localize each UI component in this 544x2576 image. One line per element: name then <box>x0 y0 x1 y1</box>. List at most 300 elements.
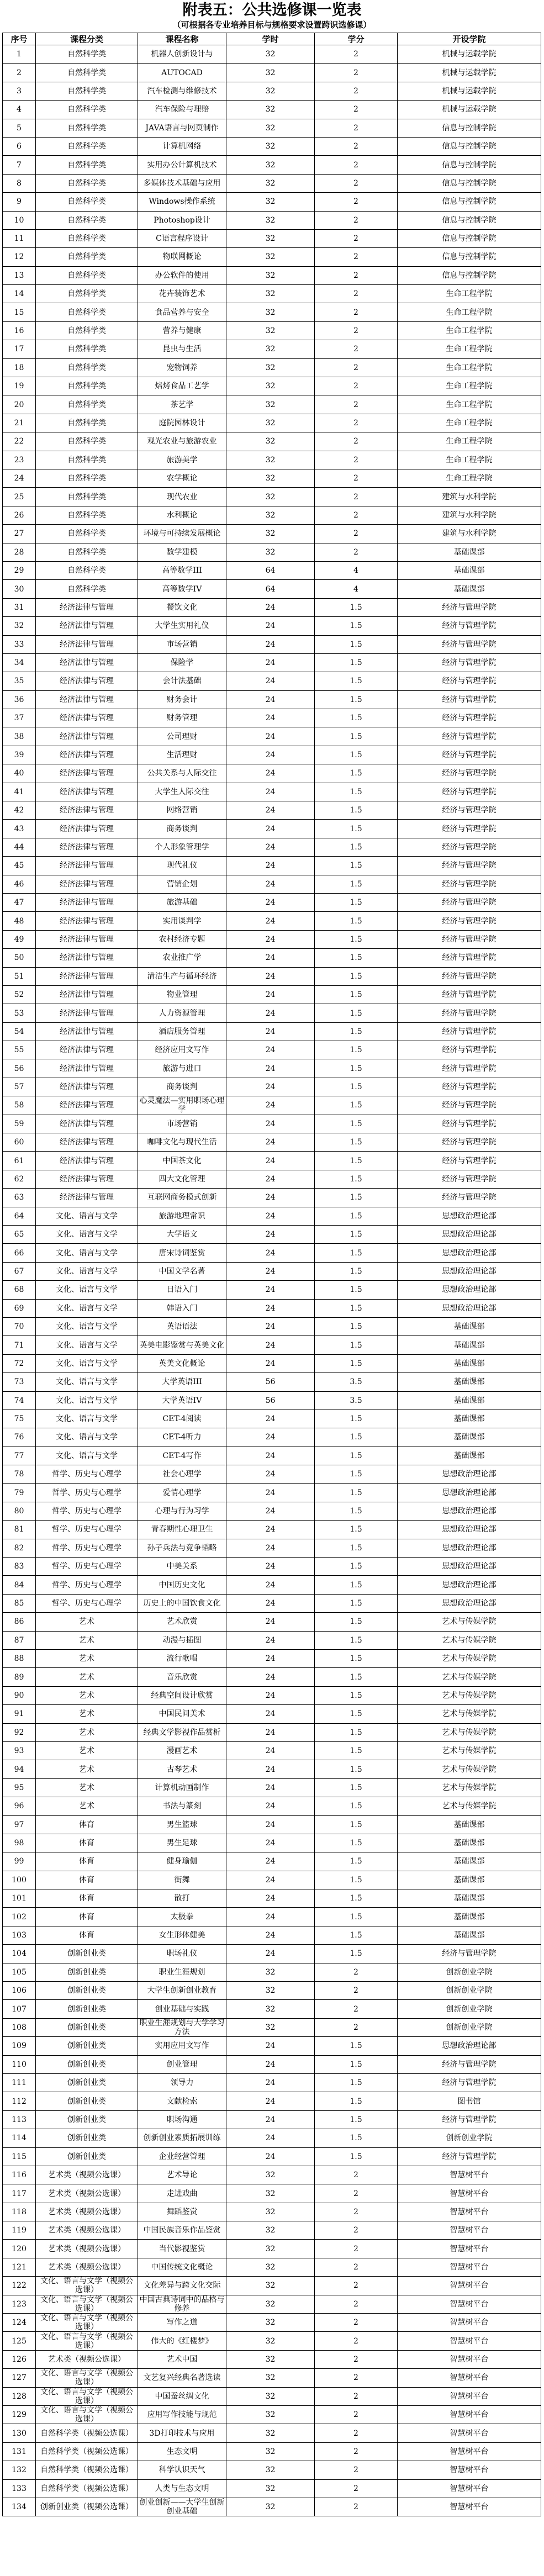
cell-category: 文化、语言与文学 <box>36 1226 138 1244</box>
cell-hours: 24 <box>226 1521 315 1539</box>
cell-index: 116 <box>3 2166 36 2184</box>
table-row <box>3 561 541 579</box>
table-row <box>3 543 541 561</box>
cell-category: 自然科学类 <box>36 321 138 340</box>
cell-index: 65 <box>3 1226 36 1244</box>
table-row <box>3 764 541 783</box>
cell-credits: 1.5 <box>315 1686 398 1704</box>
cell-credits: 2 <box>315 156 398 174</box>
table-row <box>3 1447 541 1465</box>
cell-index: 55 <box>3 1041 36 1059</box>
cell-category: 自然科学类 <box>36 488 138 506</box>
table-row <box>3 82 541 100</box>
cell-category: 自然科学类（视频公选课） <box>36 2424 138 2442</box>
cell-category: 文化、语言与文学（视频公选课） <box>36 2406 138 2424</box>
cell-category: 经济法律与管理 <box>36 967 138 985</box>
cell-credits: 2 <box>315 2166 398 2184</box>
cell-category: 创新创业类 <box>36 2092 138 2110</box>
cell-hours: 24 <box>226 1281 315 1299</box>
cell-college: 基础课部 <box>398 1354 541 1373</box>
cell-index: 73 <box>3 1373 36 1391</box>
cell-category: 文化、语言与文学 <box>36 1373 138 1391</box>
cell-credits: 1.5 <box>315 1281 398 1299</box>
cell-credits: 1.5 <box>315 985 398 1004</box>
cell-college: 经济与管理学院 <box>398 949 541 967</box>
cell-index: 4 <box>3 101 36 119</box>
cell-college: 机械与运载学院 <box>398 64 541 82</box>
cell-index: 32 <box>3 617 36 635</box>
cell-index: 125 <box>3 2332 36 2350</box>
cell-credits: 2 <box>315 229 398 247</box>
cell-college: 生命工程学院 <box>398 358 541 377</box>
cell-index: 34 <box>3 653 36 672</box>
cell-college: 建筑与水利学院 <box>398 488 541 506</box>
cell-course-name: 职业生涯规划 <box>138 1963 226 1981</box>
table-row <box>3 1262 541 1280</box>
cell-category: 艺术 <box>36 1778 138 1797</box>
cell-credits: 1.5 <box>315 1594 398 1612</box>
cell-index: 110 <box>3 2055 36 2073</box>
cell-category: 文化、语言与文学（视频公选课） <box>36 2314 138 2332</box>
cell-category: 艺术 <box>36 1668 138 1686</box>
cell-hours: 32 <box>226 2203 315 2221</box>
cell-index: 10 <box>3 211 36 229</box>
table-row <box>3 119 541 137</box>
cell-college: 基础课部 <box>398 1317 541 1335</box>
cell-credits: 1.5 <box>315 1336 398 1354</box>
cell-college: 创新创业学院 <box>398 1982 541 2000</box>
cell-course-name: 女生形体健美 <box>138 1926 226 1944</box>
cell-course-name: 大学语文 <box>138 1226 226 1244</box>
cell-college: 智慧树平台 <box>398 2203 541 2221</box>
cell-category: 文化、语言与文学（视频公选课） <box>36 2277 138 2295</box>
cell-index: 63 <box>3 1189 36 1207</box>
cell-index: 35 <box>3 672 36 690</box>
cell-hours: 32 <box>226 414 315 432</box>
cell-index: 104 <box>3 1945 36 1963</box>
cell-credits: 2 <box>315 2221 398 2240</box>
table-row <box>3 1096 541 1115</box>
cell-index: 131 <box>3 2442 36 2461</box>
cell-college: 基础课部 <box>398 1373 541 1391</box>
cell-hours: 32 <box>226 2406 315 2424</box>
cell-college: 艺术与传媒学院 <box>398 1760 541 1778</box>
cell-category: 经济法律与管理 <box>36 690 138 709</box>
cell-category: 文化、语言与文学 <box>36 1447 138 1465</box>
cell-credits: 1.5 <box>315 1576 398 1594</box>
table-row <box>3 1815 541 1834</box>
table-row <box>3 395 541 414</box>
cell-hours: 24 <box>226 1189 315 1207</box>
cell-hours: 32 <box>226 525 315 543</box>
cell-credits: 2 <box>315 119 398 137</box>
cell-course-name: 物联网概论 <box>138 248 226 266</box>
cell-credits: 1.5 <box>315 1631 398 1649</box>
cell-college: 经济与管理学院 <box>398 635 541 653</box>
cell-hours: 24 <box>226 801 315 820</box>
cell-college: 信息与控制学院 <box>398 266 541 284</box>
cell-course-name: Windows操作系统 <box>138 193 226 211</box>
cell-index: 100 <box>3 1871 36 1889</box>
cell-course-name: 中国古典诗词中的品格与修养 <box>138 2295 226 2313</box>
cell-index: 50 <box>3 949 36 967</box>
cell-credits: 1.5 <box>315 1262 398 1280</box>
cell-index: 21 <box>3 414 36 432</box>
cell-college: 基础课部 <box>398 1834 541 1852</box>
cell-course-name: C语言程序设计 <box>138 229 226 247</box>
cell-category: 自然科学类（视频公选课） <box>36 2479 138 2498</box>
cell-course-name: 青春期性心理卫生 <box>138 1521 226 1539</box>
cell-college: 机械与运载学院 <box>398 101 541 119</box>
cell-hours: 32 <box>226 2314 315 2332</box>
cell-index: 119 <box>3 2221 36 2240</box>
cell-credits: 1.5 <box>315 1760 398 1778</box>
cell-course-name: 营养与健康 <box>138 321 226 340</box>
table-row <box>3 248 541 266</box>
cell-course-name: 观光农业与旅游农业 <box>138 432 226 451</box>
table-row <box>3 1521 541 1539</box>
cell-course-name: 3D打印技术与应用 <box>138 2424 226 2442</box>
cell-hours: 24 <box>226 709 315 727</box>
cell-category: 艺术类（视频公选课） <box>36 2221 138 2240</box>
cell-index: 78 <box>3 1465 36 1484</box>
cell-credits: 3.5 <box>315 1391 398 1410</box>
cell-category: 创新创业类 <box>36 2110 138 2129</box>
cell-hours: 32 <box>226 1963 315 1981</box>
table-row <box>3 1078 541 1096</box>
cell-category: 自然科学类 <box>36 377 138 395</box>
cell-index: 8 <box>3 174 36 192</box>
cell-course-name: 清洁生产与循环经济 <box>138 967 226 985</box>
cell-college: 思想政治理论部 <box>398 1281 541 1299</box>
cell-index: 41 <box>3 783 36 801</box>
cell-hours: 24 <box>226 1723 315 1741</box>
table-row <box>3 2203 541 2221</box>
cell-course-name: 中国文学名著 <box>138 1262 226 1280</box>
cell-course-name: 农村经济专题 <box>138 930 226 948</box>
cell-credits: 2 <box>315 2369 398 2387</box>
cell-index: 86 <box>3 1613 36 1631</box>
cell-category: 经济法律与管理 <box>36 838 138 856</box>
cell-index: 115 <box>3 2147 36 2166</box>
cell-category: 自然科学类（视频公选课） <box>36 2442 138 2461</box>
cell-credits: 1.5 <box>315 912 398 930</box>
cell-credits: 2 <box>315 2387 398 2405</box>
cell-course-name: 职业生涯规划与大学学习方法 <box>138 2018 226 2036</box>
cell-index: 42 <box>3 801 36 820</box>
cell-hours: 24 <box>226 1871 315 1889</box>
table-row <box>3 266 541 284</box>
cell-credits: 1.5 <box>315 1908 398 1926</box>
cell-college: 艺术与传媒学院 <box>398 1741 541 1760</box>
cell-hours: 32 <box>226 2461 315 2479</box>
cell-index: 109 <box>3 2037 36 2055</box>
cell-college: 智慧树平台 <box>398 2295 541 2313</box>
cell-course-name: 文化差异与跨文化交际 <box>138 2277 226 2295</box>
table-row <box>3 285 541 303</box>
cell-credits: 1.5 <box>315 1133 398 1152</box>
cell-credits: 1.5 <box>315 1317 398 1335</box>
table-row <box>3 174 541 192</box>
table-row <box>3 2461 541 2479</box>
cell-credits: 1.5 <box>315 617 398 635</box>
cell-credits: 1.5 <box>315 672 398 690</box>
cell-category: 经济法律与管理 <box>36 801 138 820</box>
cell-course-name: 科学认识天气 <box>138 2461 226 2479</box>
cell-course-name: 职场沟通 <box>138 2110 226 2129</box>
cell-course-name: 市场营销 <box>138 1115 226 1133</box>
cell-index: 52 <box>3 985 36 1004</box>
cell-college: 经济与管理学院 <box>398 2073 541 2092</box>
cell-hours: 24 <box>226 820 315 838</box>
table-row <box>3 1317 541 1335</box>
table-row <box>3 985 541 1004</box>
cell-course-name: 艺术导论 <box>138 2166 226 2184</box>
cell-college: 基础课部 <box>398 1815 541 1834</box>
table-row <box>3 1299 541 1317</box>
cell-category: 经济法律与管理 <box>36 1004 138 1022</box>
cell-college: 经济与管理学院 <box>398 838 541 856</box>
cell-category: 自然科学类 <box>36 119 138 137</box>
cell-college: 智慧树平台 <box>398 2240 541 2258</box>
cell-category: 艺术 <box>36 1760 138 1778</box>
table-row <box>3 2018 541 2036</box>
cell-credits: 1.5 <box>315 1465 398 1484</box>
cell-course-name: 餐饮文化 <box>138 598 226 616</box>
cell-category: 创新创业类 <box>36 2129 138 2147</box>
table-row <box>3 1686 541 1704</box>
cell-hours: 32 <box>226 82 315 100</box>
cell-category: 自然科学类 <box>36 414 138 432</box>
cell-course-name: 文献检索 <box>138 2092 226 2110</box>
table-row <box>3 1152 541 1170</box>
table-row <box>3 1133 541 1152</box>
cell-college: 思想政治理论部 <box>398 1521 541 1539</box>
cell-category: 自然科学类 <box>36 561 138 579</box>
cell-category: 经济法律与管理 <box>36 746 138 764</box>
cell-index: 85 <box>3 1594 36 1612</box>
cell-course-name: 互联网商务模式创新 <box>138 1189 226 1207</box>
cell-category: 哲学、历史与心理学 <box>36 1594 138 1612</box>
cell-hours: 24 <box>226 2037 315 2055</box>
cell-credits: 1.5 <box>315 1558 398 1576</box>
cell-course-name: 汽车保险与理赔 <box>138 101 226 119</box>
table-row <box>3 156 541 174</box>
cell-hours: 24 <box>226 1484 315 1502</box>
cell-college: 基础课部 <box>398 1889 541 1908</box>
cell-hours: 24 <box>226 1041 315 1059</box>
table-row <box>3 1631 541 1649</box>
cell-hours: 24 <box>226 1244 315 1262</box>
cell-hours: 32 <box>226 451 315 469</box>
table-row <box>3 1502 541 1520</box>
table-row <box>3 1041 541 1059</box>
cell-college: 经济与管理学院 <box>398 857 541 875</box>
cell-credits: 2 <box>315 2442 398 2461</box>
cell-credits: 2 <box>315 2350 398 2368</box>
cell-course-name: 动漫与插图 <box>138 1631 226 1649</box>
table-row <box>3 1871 541 1889</box>
cell-category: 自然科学类 <box>36 303 138 321</box>
cell-hours: 32 <box>226 137 315 155</box>
cell-category: 艺术 <box>36 1705 138 1723</box>
cell-index: 48 <box>3 912 36 930</box>
cell-category: 艺术类（视频公选课） <box>36 2258 138 2276</box>
cell-college: 经济与管理学院 <box>398 1078 541 1096</box>
cell-credits: 4 <box>315 561 398 579</box>
cell-credits: 2 <box>315 543 398 561</box>
cell-index: 19 <box>3 377 36 395</box>
table-row <box>3 635 541 653</box>
cell-category: 文化、语言与文学（视频公选课） <box>36 2332 138 2350</box>
cell-credits: 1.5 <box>315 598 398 616</box>
cell-credits: 2 <box>315 82 398 100</box>
cell-course-name: 男生篮球 <box>138 1815 226 1834</box>
cell-credits: 1.5 <box>315 1096 398 1115</box>
table-row <box>3 2092 541 2110</box>
cell-hours: 56 <box>226 1373 315 1391</box>
table-row <box>3 1373 541 1391</box>
cell-college: 经济与管理学院 <box>398 2110 541 2129</box>
header-cell-hours: 学时 <box>226 33 315 45</box>
cell-index: 88 <box>3 1649 36 1667</box>
cell-hours: 24 <box>226 985 315 1004</box>
cell-hours: 24 <box>226 1908 315 1926</box>
cell-credits: 2 <box>315 488 398 506</box>
cell-course-name: 音乐欣赏 <box>138 1668 226 1686</box>
cell-course-name: 领导力 <box>138 2073 226 2092</box>
cell-college: 创新创业学院 <box>398 2000 541 2018</box>
table-row <box>3 1391 541 1410</box>
cell-college: 经济与管理学院 <box>398 1945 541 1963</box>
cell-hours: 32 <box>226 174 315 192</box>
table-row <box>3 101 541 119</box>
cell-college: 信息与控制学院 <box>398 137 541 155</box>
cell-index: 81 <box>3 1521 36 1539</box>
cell-hours: 24 <box>226 1336 315 1354</box>
cell-credits: 2 <box>315 193 398 211</box>
cell-course-name: 中国民族音乐作品鉴赏 <box>138 2221 226 2240</box>
cell-credits: 2 <box>315 174 398 192</box>
table-row <box>3 1484 541 1502</box>
cell-hours: 32 <box>226 2240 315 2258</box>
cell-college: 经济与管理学院 <box>398 2147 541 2166</box>
cell-college: 思想政治理论部 <box>398 1226 541 1244</box>
cell-index: 60 <box>3 1133 36 1152</box>
cell-hours: 24 <box>226 635 315 653</box>
cell-index: 94 <box>3 1760 36 1778</box>
cell-index: 126 <box>3 2350 36 2368</box>
cell-index: 64 <box>3 1207 36 1225</box>
cell-category: 文化、语言与文学 <box>36 1410 138 1428</box>
cell-hours: 24 <box>226 1834 315 1852</box>
cell-credits: 1.5 <box>315 1926 398 1944</box>
cell-index: 123 <box>3 2295 36 2313</box>
cell-credits: 1.5 <box>315 1170 398 1188</box>
table-row <box>3 2000 541 2018</box>
cell-college: 基础课部 <box>398 1410 541 1428</box>
cell-credits: 1.5 <box>315 1004 398 1022</box>
cell-index: 24 <box>3 469 36 487</box>
cell-index: 53 <box>3 1004 36 1022</box>
cell-college: 智慧树平台 <box>398 2369 541 2387</box>
cell-category: 自然科学类 <box>36 64 138 82</box>
cell-college: 信息与控制学院 <box>398 156 541 174</box>
cell-index: 114 <box>3 2129 36 2147</box>
cell-index: 92 <box>3 1723 36 1741</box>
cell-credits: 1.5 <box>315 2055 398 2073</box>
cell-course-name: 日语入门 <box>138 1281 226 1299</box>
cell-index: 120 <box>3 2240 36 2258</box>
cell-course-name: 网络营销 <box>138 801 226 820</box>
cell-course-name: 财务管理 <box>138 709 226 727</box>
table-row <box>3 525 541 543</box>
cell-hours: 32 <box>226 2258 315 2276</box>
cell-college: 经济与管理学院 <box>398 617 541 635</box>
cell-credits: 2 <box>315 451 398 469</box>
table-row <box>3 690 541 709</box>
cell-category: 经济法律与管理 <box>36 1022 138 1041</box>
cell-credits: 1.5 <box>315 2147 398 2166</box>
cell-index: 80 <box>3 1502 36 1520</box>
cell-index: 46 <box>3 875 36 893</box>
cell-category: 艺术类（视频公选课） <box>36 2166 138 2184</box>
cell-credits: 1.5 <box>315 1226 398 1244</box>
cell-course-name: 会计法基础 <box>138 672 226 690</box>
cell-category: 自然科学类 <box>36 358 138 377</box>
cell-hours: 32 <box>226 101 315 119</box>
cell-course-name: 艺术中国 <box>138 2350 226 2368</box>
cell-hours: 24 <box>226 1649 315 1667</box>
cell-credits: 2 <box>315 2295 398 2313</box>
cell-hours: 24 <box>226 1613 315 1631</box>
cell-credits: 1.5 <box>315 1945 398 1963</box>
cell-college: 艺术与传媒学院 <box>398 1686 541 1704</box>
cell-course-name: 高等数学III <box>138 561 226 579</box>
cell-course-name: 英语语法 <box>138 1317 226 1335</box>
cell-hours: 64 <box>226 580 315 598</box>
cell-hours: 24 <box>226 1889 315 1908</box>
cell-index: 76 <box>3 1428 36 1447</box>
cell-course-name: 宠物饲养 <box>138 358 226 377</box>
header-cell-college: 开设学院 <box>398 33 541 45</box>
cell-hours: 24 <box>226 1004 315 1022</box>
cell-course-name: 公共关系与人际交往 <box>138 764 226 783</box>
cell-college: 智慧树平台 <box>398 2387 541 2405</box>
cell-credits: 1.5 <box>315 746 398 764</box>
cell-hours: 32 <box>226 2479 315 2498</box>
cell-index: 23 <box>3 451 36 469</box>
cell-category: 经济法律与管理 <box>36 653 138 672</box>
header-cell-index: 序号 <box>3 33 36 45</box>
cell-category: 自然科学类 <box>36 525 138 543</box>
cell-credits: 1.5 <box>315 764 398 783</box>
cell-category: 自然科学类 <box>36 156 138 174</box>
cell-credits: 2 <box>315 2240 398 2258</box>
cell-college: 生命工程学院 <box>398 432 541 451</box>
cell-credits: 1.5 <box>315 1834 398 1852</box>
cell-course-name: 水利概论 <box>138 506 226 524</box>
cell-course-name: 花卉装饰艺术 <box>138 285 226 303</box>
cell-hours: 32 <box>226 2018 315 2036</box>
cell-college: 经济与管理学院 <box>398 1022 541 1041</box>
cell-college: 经济与管理学院 <box>398 1059 541 1078</box>
cell-course-name: 生活理财 <box>138 746 226 764</box>
cell-hours: 32 <box>226 340 315 358</box>
cell-course-name: 当代影视鉴赏 <box>138 2240 226 2258</box>
cell-index: 111 <box>3 2073 36 2092</box>
cell-course-name: 中国蚕丝绸文化 <box>138 2387 226 2405</box>
